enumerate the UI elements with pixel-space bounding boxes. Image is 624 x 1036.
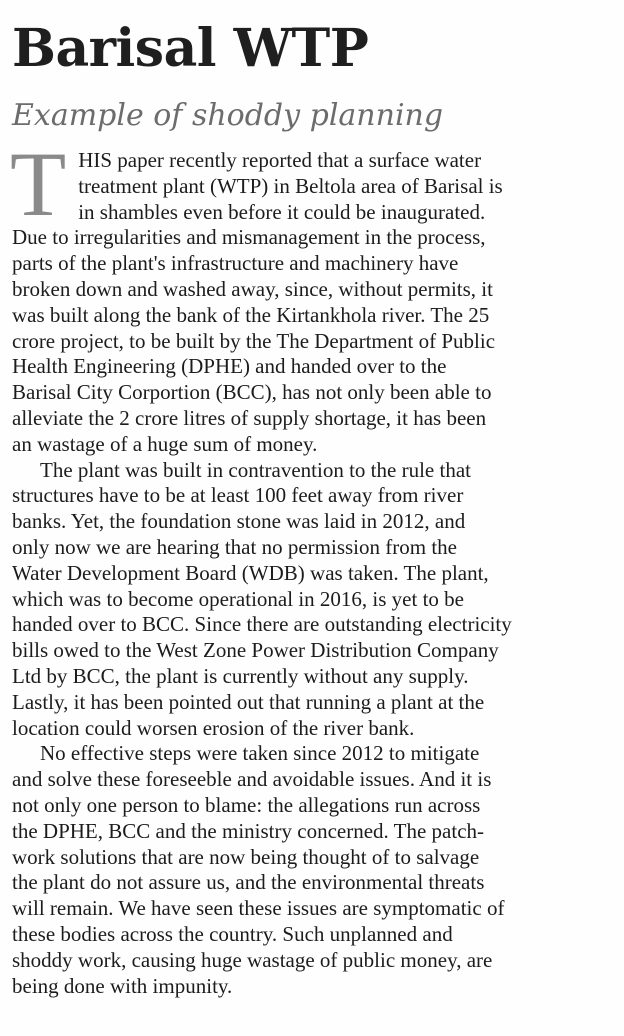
text-line: No effective steps were taken since 2012 to mitigate bbox=[40, 741, 480, 766]
text-line: being done with impunity. bbox=[12, 973, 233, 998]
text-line: HIS paper recently reported that a surface water bbox=[78, 148, 482, 172]
text-line: broken down and washed away, since, without permits, it bbox=[12, 276, 493, 301]
drop-cap: T bbox=[10, 133, 67, 235]
text-line: Barisal City Corportion (BCC), has not only been able to bbox=[12, 380, 492, 405]
text-line: the plant do not assure us, and the environmental threats bbox=[12, 870, 485, 895]
paragraph-1 bbox=[10, 133, 612, 458]
text-line: these bodies across the country. Such unplanned and bbox=[12, 921, 453, 946]
text-line: was built along the bank of the Kirtankhola river. The 25 bbox=[12, 302, 490, 327]
text-line: work solutions that are now being thought of to salvage bbox=[12, 844, 480, 869]
headline: Barisal WTP bbox=[12, 18, 369, 79]
text-line: Due to irregularities and mismanagement in the process, bbox=[12, 225, 486, 250]
text-line: only now we are hearing that no permission from the bbox=[12, 534, 457, 559]
text-line: The plant was built in contravention to the rule that bbox=[40, 457, 471, 482]
article-body bbox=[10, 133, 612, 999]
paragraph-3 bbox=[12, 741, 612, 999]
text-line: not only one person to blame: the allegations run across bbox=[12, 792, 481, 817]
paragraph-2 bbox=[12, 458, 612, 742]
text-line: in shambles even before it could be inaugurated. bbox=[78, 199, 486, 224]
text-line: Ltd by BCC, the plant is currently without any supply. bbox=[12, 663, 469, 688]
text-line: location could worsen erosion of the river bank. bbox=[12, 715, 415, 740]
text-line: which was to become operational in 2016, is yet to be bbox=[12, 586, 464, 611]
text-line: treatment plant (WTP) in Beltola area of Barisal is bbox=[78, 173, 503, 198]
text-line: parts of the plant's infrastructure and machinery have bbox=[12, 251, 459, 276]
text-line: structures have to be at least 100 feet away from river bbox=[12, 483, 464, 508]
subheadline: Example of shoddy planning bbox=[12, 98, 444, 133]
text-line: alleviate the 2 crore litres of supply shortage, it has been bbox=[12, 405, 487, 430]
text-line: handed over to BCC. Since there are outstanding electricity bbox=[12, 612, 512, 637]
text-line: crore project, to be built by the The Department of Public bbox=[12, 328, 496, 353]
text-line: and solve these foreseeble and avoidable issues. And it is bbox=[12, 767, 492, 792]
text-line: will remain. We have seen these issues are symptomatic of bbox=[12, 896, 505, 921]
text-line: an wastage of a huge sum of money. bbox=[12, 431, 318, 456]
text-line: the DPHE, BCC and the ministry concerned. The patch- bbox=[12, 818, 485, 843]
text-line: Water Development Board (WDB) was taken. The plant, bbox=[12, 560, 489, 585]
text-line: bills owed to the West Zone Power Distribution Company bbox=[12, 638, 499, 663]
text-line: banks. Yet, the foundation stone was laid in 2012, and bbox=[12, 509, 466, 534]
text-line: Lastly, it has been pointed out that running a plant at the bbox=[12, 689, 485, 714]
text-line: shoddy work, causing huge wastage of public money, are bbox=[12, 947, 493, 972]
text-line: Health Engineering (DPHE) and handed over to the bbox=[12, 354, 447, 379]
